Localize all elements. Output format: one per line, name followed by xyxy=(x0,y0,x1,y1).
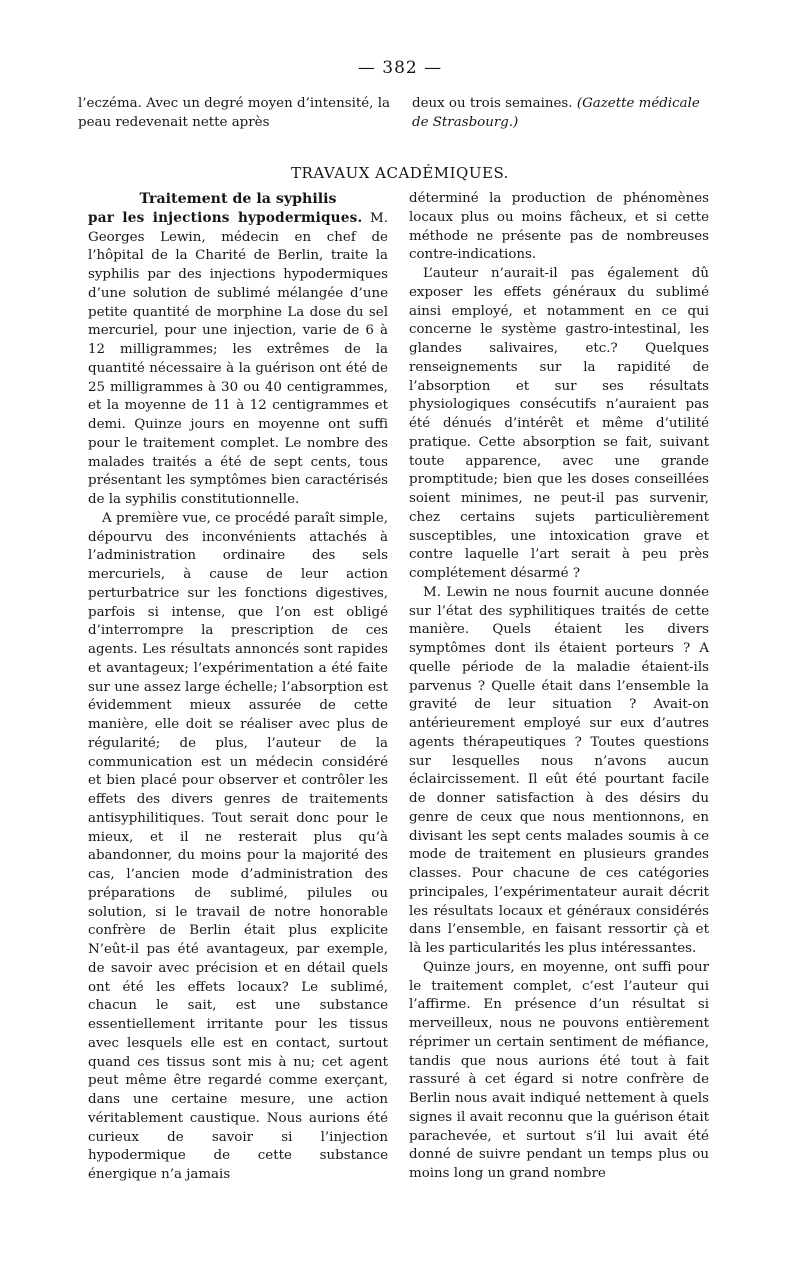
article-title-rest: par les injections hypodermiques. xyxy=(88,209,363,226)
right-paragraph-4: Quinze jours, en moyenne, ont suffi pour le traitement complet, c’est l’auteur qui l’affirme. En présence d’un résultat si merveilleux, nous ne pouvons entièrement réprimer un certain sentiment de méfiance, tandis que nous aurions été tout à fait rassuré à cet égard si notre confrère de Berlin nous avait indiqué nettement à quels signes il avait reconnu que la guérison était parachevée, et surtout s’il lui avait été donné de suivre pendant un temps plus ou moins long un grand nombre xyxy=(409,959,709,1181)
page-number: — 382 — xyxy=(357,58,443,78)
citation: (Gazette médicale de Strasbourg.) xyxy=(412,96,700,130)
carryover-text-right-body: deux ou trois semaines. xyxy=(412,96,573,111)
left-paragraph-1-text: M. Georges Lewin, médecin en chef de l’hôpital de la Charité de Berlin, traite la syphilis par des injections hypodermiques d’une solution de sublimé mélangée d’une petite quantité de morphine La dose du sel mercuriel, pour une injection, varie de 6 à 12 milligrammes; les extrêmes de la quantité nécessaire à la guérison ont été de 25 milligrammes à 30 ou 40 centigrammes, et la moyenne de 11 à 12 centigrammes et demi. Quinze jours en moyenne ont suffi pour le traitement complet. Le nombre des malades traités a été de sept cents, tous présentant les symptômes bien caractérisés de la syphilis constitutionnelle. xyxy=(88,210,388,507)
left-paragraph-2: A première vue, ce procédé paraît simple, dépourvu des inconvénients attachés à l’administration ordinaire des sels mercuriels, à cause de leur action perturbatrice sur les fonctions digestives, parfois si intense, que l’on est obligé d’interrompre la prescription de ces agents. Les résultats annoncés sont rapides et avantageux; l’expérimentation a été faite sur une assez large échelle; l’absorption est évidemment mieux assurée de cette manière, elle doit se réaliser avec plus de régularité; de plus, l’auteur de la communication est un médecin considéré et bien placé pour observer et contrôler les effets des divers genres de traitements antisyphilitiques. Tout serait donc pour le mieux, et il ne resterait plus qu’à abandonner, du moins pour la majorité des cas, l’ancien mode d’administration des préparations de sublimé, pilules ou solution, si le travail de notre honorable confrère de Berlin était plus explicite N’eût-il pas été avantageux, par exemple, de savoir avec précision et en détail quels ont été les effets locaux? Le sublimé, chacun le sait, est une substance essentiellement irritante pour les tissus avec lesquels elle est en contact, surtout quand ces tissus sont mis à nu; cet agent peut même être regardé comme exerçant, dans une certaine mesure, une action véritablement caustique. Nous aurions été curieux de savoir si l’injection hypodermique de cette substance énergique n’a jamais xyxy=(88,510,388,1182)
carryover-text-right xyxy=(412,95,706,133)
left-column xyxy=(88,190,388,1185)
right-paragraph-2: L’auteur n’aurait-il pas également dû exposer les effets généraux du sublimé ainsi employé, et notamment en ce qui concerne le système gastro-intestinal, les glandes salivaires, etc.? Quelques renseignements sur la rapidité de l’absorption et sur ses résultats physiologiques consécutifs n’auraient pas été dénués d’intérêt et même d’utilité pratique. Cette absorption se fait, suivant toute apparence, avec une grande promptitude; bien que les doses conseillées soient minimes, ne peut-il pas survenir, chez certains sujets particulièrement susceptibles, une intoxication grave et contre laquelle l’art serait à peu près complétement désarmé ? xyxy=(409,266,709,581)
right-column xyxy=(409,190,709,1184)
right-paragraph-3: M. Lewin ne nous fournit aucune donnée sur l’état des syphilitiques traités de cette manière. Quels étaient les divers symptômes dont ils étaient porteurs ? A quelle période de la maladie étaient-ils parvenus ? Quelle était dans l’ensemble la gravité de leur situation ? Avait-on antérieurement employé sur eux d’autres agents thérapeutiques ? Toutes questions sur lesquelles nous n’avons aucun éclaircissement. Il eût été pourtant facile de donner satisfaction à des désirs du genre de ceux que nous mentionnons, en divisant les sept cents malades soumis à ce mode de traitement en plusieurs grandes classes. Pour chacune de ces catégories principales, l’expérimentateur aurait décrit les résultats locaux et généraux considérés dans l’ensemble, en faisant ressortir çà et là les particularités les plus intéressantes. xyxy=(409,584,709,956)
right-paragraph-1: déterminé la production de phénomènes locaux plus ou moins fâcheux, et si cette méthode ne présente pas de nombreuses contre-indications. xyxy=(409,191,709,263)
article-title-line1: Traitement de la syphilis xyxy=(139,191,337,207)
section-title: TRAVAUX ACADÉMIQUES. xyxy=(291,164,509,182)
carryover-text-left: l’eczéma. Avec un degré moyen d’intensité, la peau redevenait nette après xyxy=(78,96,390,130)
left-paragraph-1 xyxy=(88,209,388,510)
